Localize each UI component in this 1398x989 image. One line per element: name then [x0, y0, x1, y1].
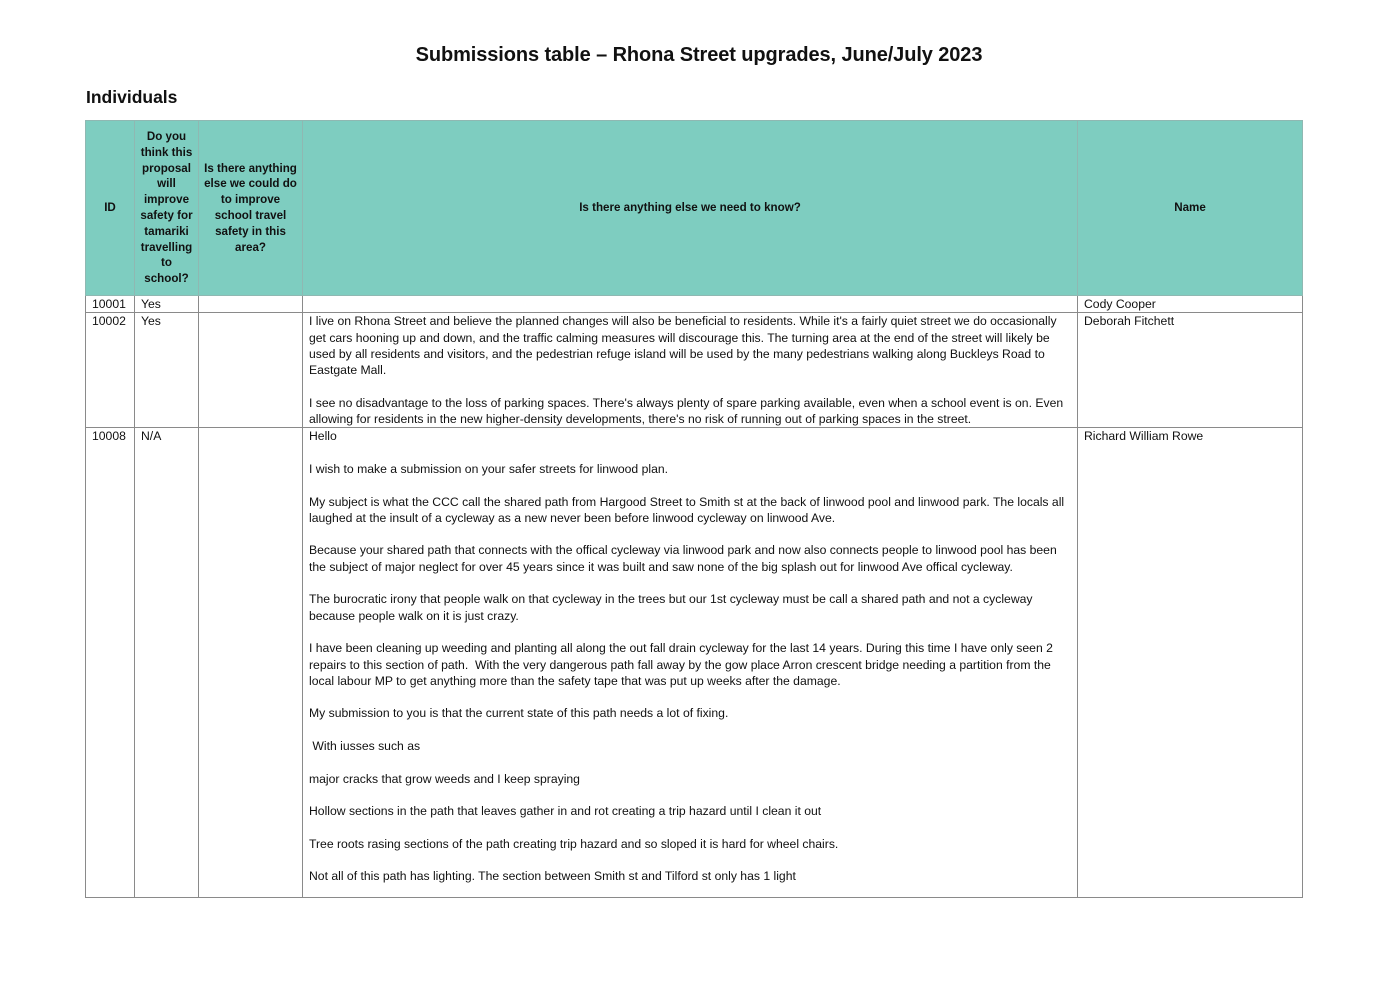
cell-id: 10002 — [86, 313, 135, 428]
response-paragraph: major cracks that grow weeds and I keep spraying — [309, 771, 580, 786]
table-row — [86, 428, 1303, 898]
cell-name: Cody Cooper — [1078, 296, 1303, 313]
response-paragraph: I wish to make a submission on your safer streets for linwood plan. — [309, 461, 669, 476]
cell-id: 10001 — [86, 296, 135, 313]
cell-safety: N/A — [135, 428, 199, 898]
response-paragraph: Because your shared path that connects with the offical cycleway via linwood park and now also connects people to linwood pool has been the subject of major neglect for over 45 years since it was built and saw none of the big splash out for linwood Ave offical cycleway. — [309, 543, 1061, 574]
header-id: ID — [86, 121, 135, 296]
cell-name: Richard William Rowe — [1078, 428, 1303, 898]
response-paragraph: With iusses such as — [309, 739, 421, 754]
header-anything-else: Is there anything else we could do to improve school travel safety in this area? — [199, 121, 303, 296]
table-header-row — [86, 121, 1303, 296]
table-row — [86, 296, 1303, 313]
response-paragraph: Hollow sections in the path that leaves gather in and rot creating a trip hazard until I clean it out — [309, 804, 822, 819]
page-title: Submissions table – Rhona Street upgrades, June/July 2023 — [415, 44, 983, 66]
cell-id: 10008 — [86, 428, 135, 898]
cell-need-to-know — [303, 313, 1078, 428]
cell-anything-else — [199, 296, 303, 313]
response-paragraph: I see no disadvantage to the loss of parking spaces. There's always plenty of spare parking available, even when a school event is on. Even allowing for residents in the new higher-density developments, there's no risk of running out of parking spaces in the street. — [309, 395, 1067, 427]
response-paragraph: I live on Rhona Street and believe the planned changes will also be beneficial to residents. While it's a fairly quiet street we do occasionally get cars hooning up and down, and the traffic calming measures will discourage this. The turning area at the end of the street will likely be used by all residents and visitors, and the pedestrian refuge island will be used by the many pedestrians walking along Buckleys Road to Eastgate Mall. — [309, 314, 1060, 378]
header-name: Name — [1078, 121, 1303, 296]
response-paragraph: Not all of this path has lighting. The section between Smith st and Tilford st only has 1 light — [309, 869, 796, 884]
cell-need-to-know — [303, 296, 1078, 313]
response-paragraph: Hello — [309, 429, 337, 444]
response-paragraph: The burocratic irony that people walk on that cycleway in the trees but our 1st cycleway must be call a shared path and not a cycleway because people walk on it is just crazy. — [309, 592, 1036, 623]
response-paragraph: Tree roots rasing sections of the path creating trip hazard and so sloped it is hard for wheel chairs. — [309, 836, 839, 851]
submissions-table — [85, 120, 1303, 898]
section-heading: Individuals — [86, 87, 178, 107]
response-paragraph: My subject is what the CCC call the shared path from Hargood Street to Smith st at the back of linwood pool and linwood park. The locals all laughed at the insult of a cycleway as a new never been before linwood cycleway on linwood Ave. — [309, 494, 1068, 525]
header-need-to-know: Is there anything else we need to know? — [303, 121, 1078, 296]
cell-anything-else — [199, 428, 303, 898]
cell-anything-else — [199, 313, 303, 428]
response-paragraph: My submission to you is that the current state of this path needs a lot of fixing. — [309, 706, 729, 721]
cell-safety: Yes — [135, 313, 199, 428]
cell-safety: Yes — [135, 296, 199, 313]
response-paragraph: I have been cleaning up weeding and planting all along the out fall drain cycleway for the last 14 years. During this time I have only seen 2 repairs to this section of path. With the very dangerous path fall away by the gow place Arron crescent bridge needing a partition from the local labour MP to get anything more than the safety tape that was put up weeks after the damage. — [309, 641, 1057, 688]
cell-need-to-know — [303, 428, 1078, 898]
header-safety: Do you think this proposal will improve safety for tamariki travelling to school? — [135, 121, 199, 296]
table-row — [86, 313, 1303, 428]
cell-name: Deborah Fitchett — [1078, 313, 1303, 428]
